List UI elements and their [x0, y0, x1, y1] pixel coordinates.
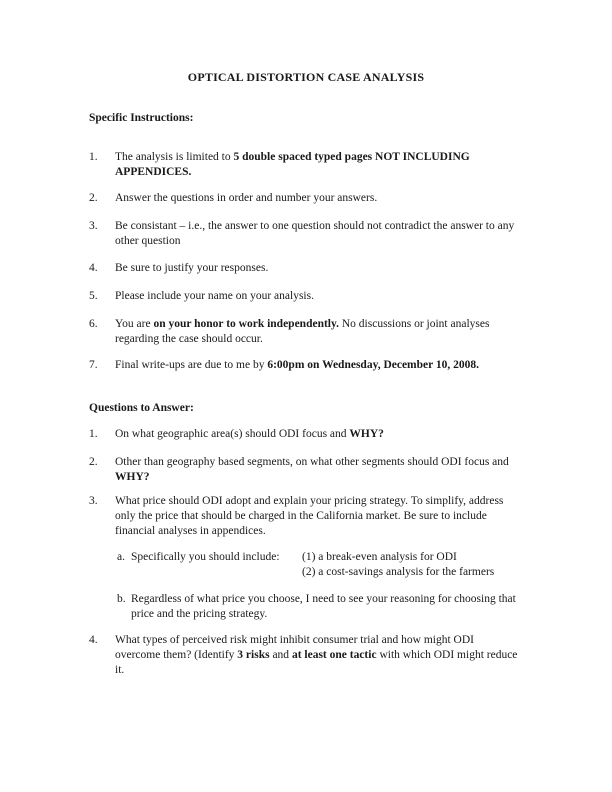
sub-item-letter: a.: [117, 551, 125, 563]
question-number: 1.: [89, 428, 98, 440]
question-number: 2.: [89, 456, 98, 468]
instruction-number: 4.: [89, 262, 98, 274]
instruction-text: The analysis is limited to: [115, 151, 234, 163]
instruction-text: You are: [115, 318, 154, 330]
instruction-item-1: [89, 150, 521, 180]
instruction-item-6: 6. You are on your honor to work independently. No discussions or joint analyses regarding the case should occur.: [89, 318, 490, 346]
specific-instructions-heading: Specific Instructions:: [89, 112, 194, 124]
sub-item-requirement-1: (1) a break-even analysis for ODI: [302, 551, 457, 563]
instruction-bold-text: 6:00pm on Wednesday, December 10, 2008.: [267, 359, 480, 371]
instruction-number: 2.: [89, 192, 98, 204]
question-text: Other than geography based segments, on what other segments should ODI focus and: [115, 456, 509, 468]
sub-item-text: Regardless of what price you choose, I need to see your reasoning for choosing that price and the pricing strategy.: [131, 593, 516, 621]
sub-item-letter: b.: [117, 593, 126, 605]
question-text: On what geographic area(s) should ODI focus and: [115, 428, 350, 440]
instruction-item-5: [89, 289, 521, 304]
instruction-number: 3.: [89, 220, 98, 232]
questions-heading: Questions to Answer:: [89, 402, 194, 414]
sub-item-requirement-2: (2) a cost-savings analysis for the farmers: [302, 566, 495, 578]
instruction-item-3: [89, 219, 521, 249]
question-3-sub-b: [117, 592, 521, 622]
question-bold-text: 3 risks: [237, 649, 270, 662]
instruction-bold-text: 5 double spaced typed pages NOT INCLUDING APPENDICES.: [115, 151, 470, 179]
instruction-number: 6.: [89, 318, 98, 330]
instruction-item-7: [89, 358, 521, 373]
instruction-text: Please include your name on your analysis.: [115, 290, 314, 302]
sub-item-label: Specifically you should include:: [131, 551, 280, 563]
instruction-text: Answer the questions in order and number your answers.: [115, 192, 378, 204]
instruction-item-2: [89, 191, 521, 206]
question-item-1: [89, 427, 521, 442]
instruction-number: 1.: [89, 151, 98, 163]
question-number: 3.: [89, 495, 98, 507]
document-title: OPTICAL DISTORTION CASE ANALYSIS: [187, 70, 425, 84]
question-item-2: [89, 455, 521, 485]
question-text: What types of perceived risk might inhibit consumer trial and how might ODI overcome them? (Identify: [115, 634, 474, 662]
question-bold-text: at least one tactic: [291, 649, 377, 662]
instruction-text: Be sure to justify your responses.: [115, 262, 269, 274]
instruction-text: Be consistant – i.e., the answer to one question should not contradict the answer to any other question: [115, 220, 515, 248]
instruction-item-4: [89, 261, 521, 276]
question-number: 4.: [89, 634, 98, 646]
instruction-number: 7.: [89, 359, 98, 371]
instruction-text: Final write-ups are due to me by: [115, 359, 268, 371]
question-bold-text: WHY?: [349, 428, 384, 440]
question-item-4: 4. What types of perceived risk might inhibit consumer trial and how might ODI overcome them? (Identify 3 risks and at least one tactic with which ODI might reduce it.: [89, 634, 518, 677]
question-item-3: [89, 494, 521, 540]
instruction-bold-text: on your honor to work independently.: [153, 318, 339, 330]
question-bold-text: WHY?: [115, 471, 150, 484]
instruction-number: 5.: [89, 290, 98, 302]
question-text: What price should ODI adopt and explain your pricing strategy. To simplify, address only the price that should be charged in the California market. Be sure to include financial analyses in appendices.: [115, 495, 504, 538]
